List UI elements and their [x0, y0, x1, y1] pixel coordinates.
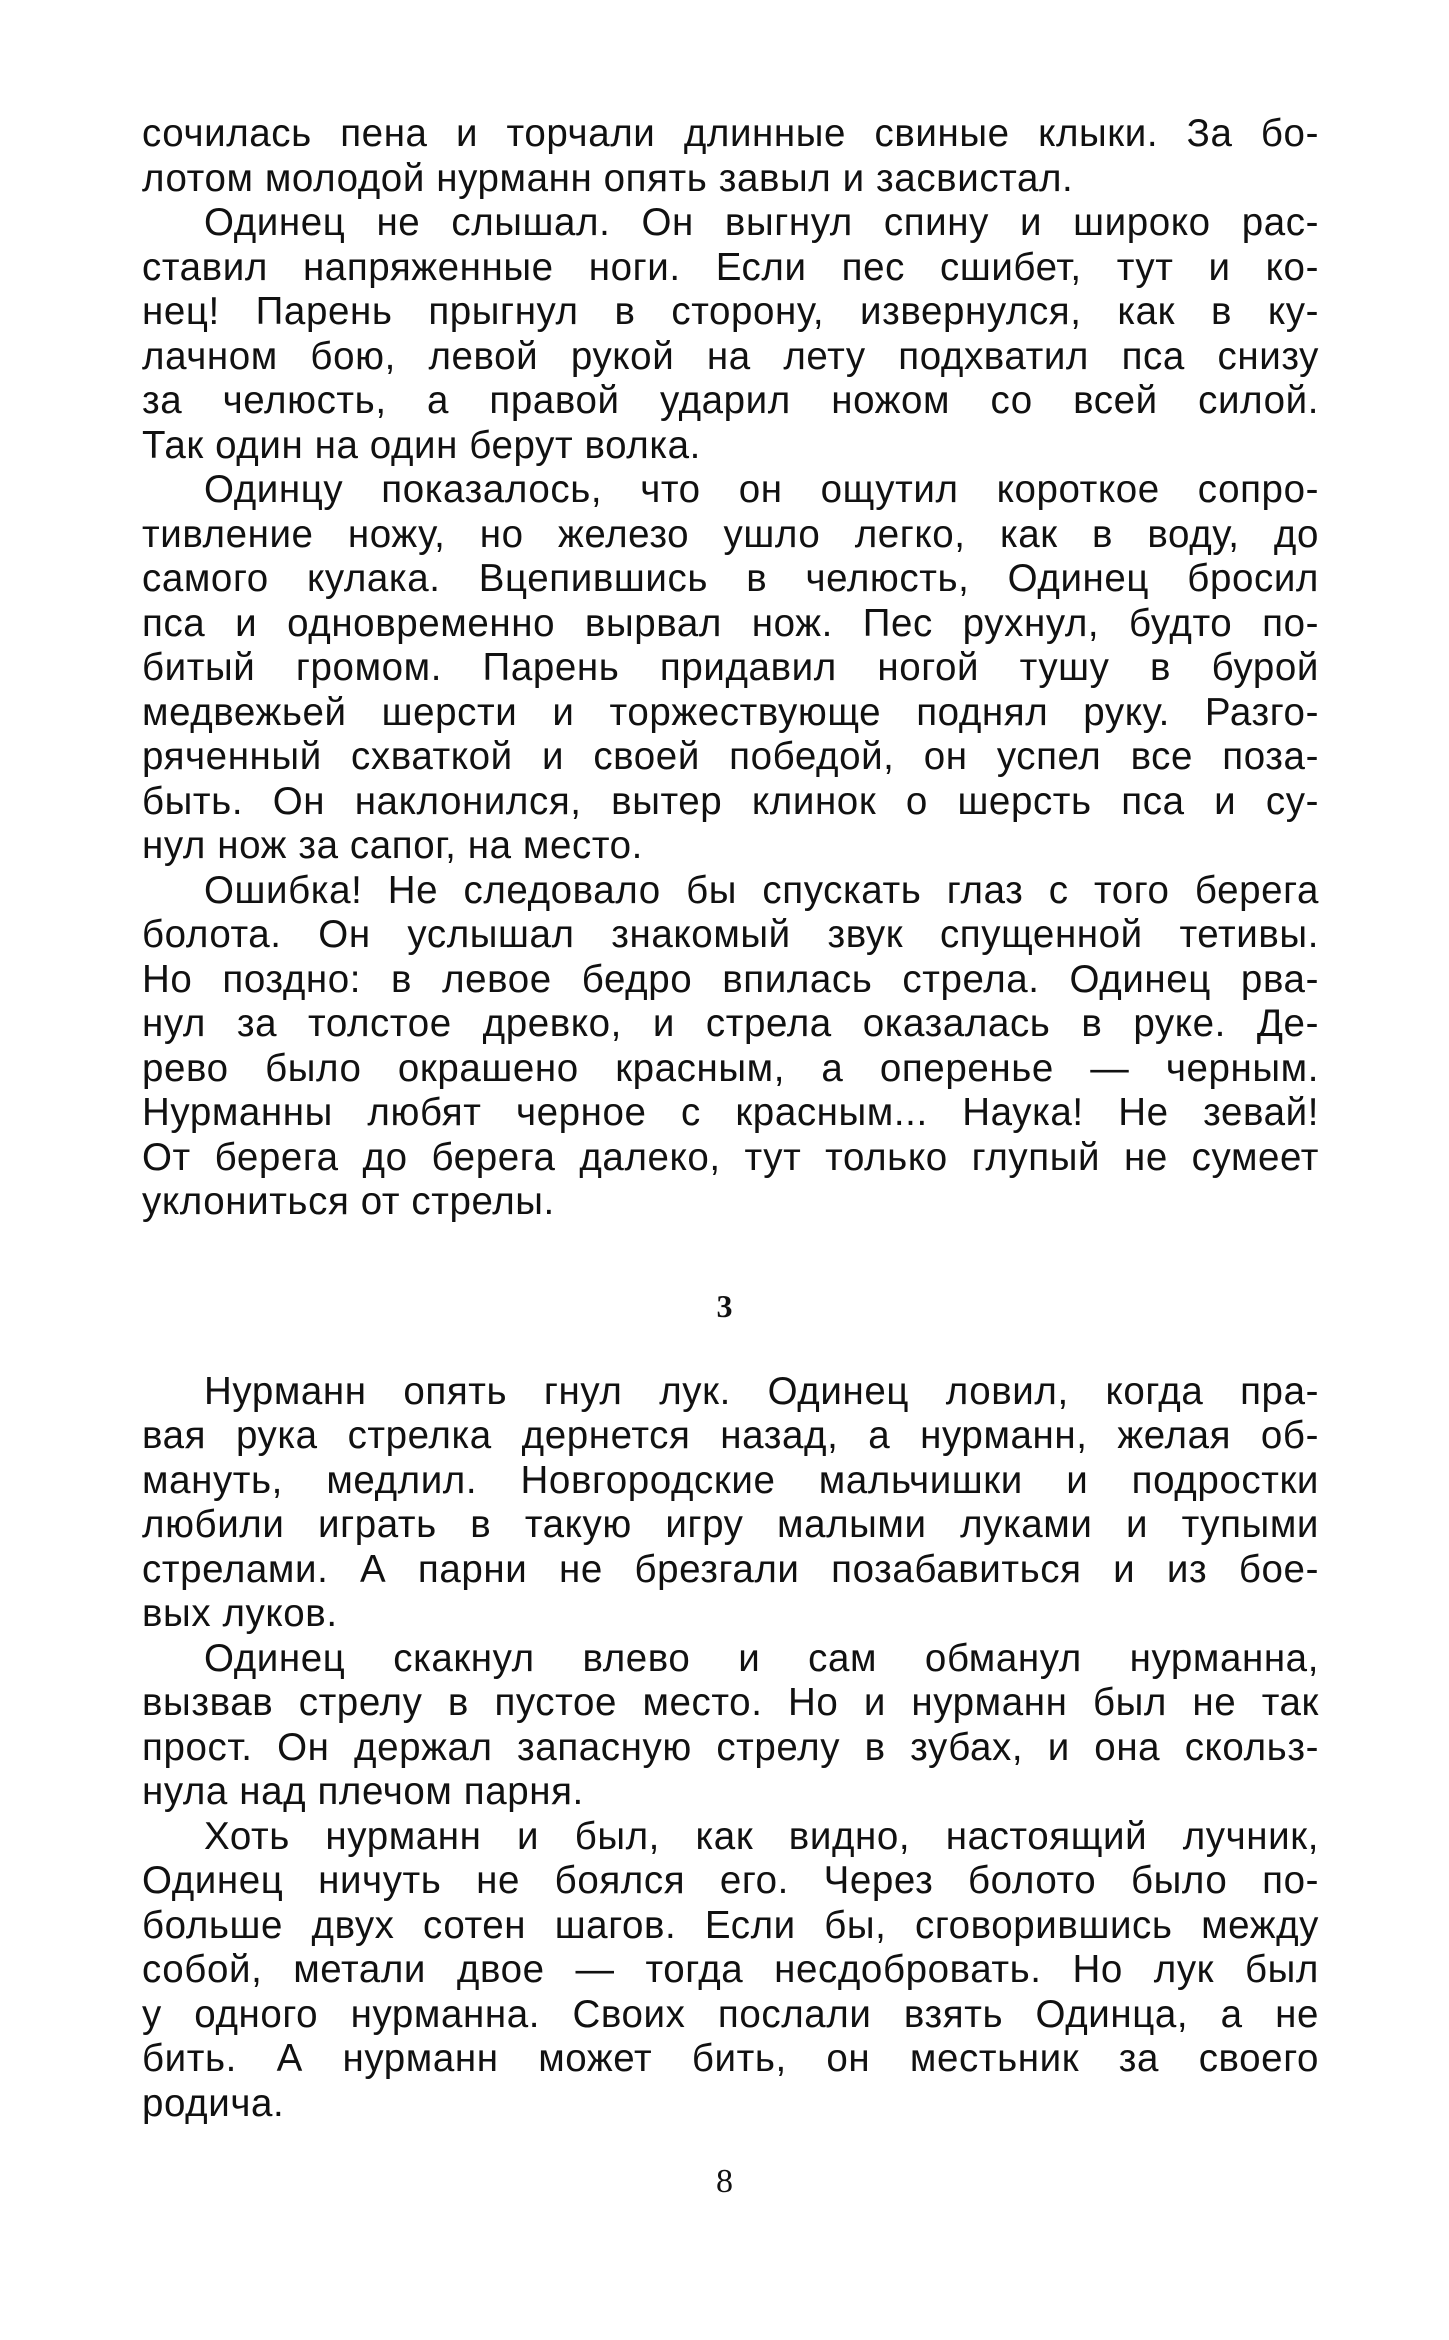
text-line: у одного нурманна. Своих послали взять Одинца, а не	[142, 1993, 1319, 2036]
section-number: 3	[716, 1288, 733, 1324]
text-line: Одинцу показалось, что он ощутил короткое сопро-	[204, 468, 1319, 511]
text-line: больше двух сотен шагов. Если бы, сговорившись между	[142, 1904, 1319, 1947]
text-line: прост. Он держал запасную стрелу в зубах, и она скольз-	[142, 1726, 1319, 1769]
text-line: медвежьей шерсти и торжествующе поднял руку. Разго-	[142, 691, 1319, 734]
text-line: ставил напряженные ноги. Если пес сшибет, тут и ко-	[142, 246, 1319, 289]
text-line: самого кулака. Вцепившись в челюсть, Одинец бросил	[142, 557, 1319, 600]
text-line: сочилась пена и торчали длинные свиные клыки. За бо-	[142, 112, 1319, 155]
text-line: пса и одновременно вырвал нож. Пес рухнул, будто по-	[142, 602, 1319, 645]
text-line: быть. Он наклонился, вытер клинок о шерсть пса и су-	[142, 780, 1319, 823]
text-line: битый громом. Парень придавил ногой тушу в бурой	[142, 646, 1319, 689]
text-line: Одинец не слышал. Он выгнул спину и широко рас-	[204, 201, 1319, 244]
text-line: Ошибка! Не следовало бы спускать глаз с того берега	[204, 869, 1319, 912]
text-line: нул нож за сапог, на место.	[142, 824, 643, 867]
text-line: лотом молодой нурманн опять завыл и засвистал.	[142, 157, 1074, 200]
text-line: мануть, медлил. Новгородские мальчишки и подростки	[142, 1459, 1319, 1502]
text-line: вая рука стрелка дернется назад, а нурманн, желая об-	[142, 1414, 1319, 1457]
page-number: 8	[716, 2163, 733, 2200]
text-line: нул за толстое древко, и стрела оказалась в руке. Де-	[142, 1002, 1319, 1045]
text-line: нула над плечом парня.	[142, 1770, 584, 1813]
text-line: От берега до берега далеко, тут только глупый не сумеет	[142, 1136, 1319, 1179]
text-line: родича.	[142, 2082, 285, 2125]
text-line: Но поздно: в левое бедро впилась стрела. Одинец рва-	[142, 958, 1319, 1001]
text-line: бить. А нурманн может бить, он местьник за своего	[142, 2037, 1319, 2080]
text-line: любили играть в такую игру малыми луками и тупыми	[142, 1503, 1319, 1546]
text-line: нец! Парень прыгнул в сторону, извернулся, как в ку-	[142, 290, 1319, 333]
text-line: Нурманны любят черное с красным... Наука! Не зевай!	[142, 1091, 1319, 1134]
text-line: Нурманн опять гнул лук. Одинец ловил, когда пра-	[204, 1370, 1319, 1413]
text-line: Хоть нурманн и был, как видно, настоящий лучник,	[204, 1815, 1319, 1858]
text-line: стрелами. А парни не брезгали позабавиться и из бое-	[142, 1548, 1319, 1591]
text-line: лачном бою, левой рукой на лету подхватил пса снизу	[142, 335, 1319, 378]
text-line: вызвав стрелу в пустое место. Но и нурманн был не так	[142, 1681, 1319, 1724]
text-line: за челюсть, а правой ударил ножом со всей силой.	[142, 379, 1319, 422]
text-line: собой, метали двое — тогда несдобровать. Но лук был	[142, 1948, 1319, 1991]
text-line: рево было окрашено красным, а оперенье — черным.	[142, 1047, 1319, 1090]
text-line: Так один на один берут волка.	[142, 424, 701, 467]
text-line: Одинец ничуть не боялся его. Через болото было по-	[142, 1859, 1319, 1902]
text-line: уклониться от стрелы.	[142, 1180, 555, 1223]
text-line: болота. Он услышал знакомый звук спущенной тетивы.	[142, 913, 1319, 956]
text-line: Одинец скакнул влево и сам обманул нурманна,	[204, 1637, 1319, 1680]
text-line: тивление ножу, но железо ушло легко, как в воду, до	[142, 513, 1319, 556]
text-line: ряченный схваткой и своей победой, он успел все поза-	[142, 735, 1319, 778]
text-line: вых луков.	[142, 1592, 338, 1635]
